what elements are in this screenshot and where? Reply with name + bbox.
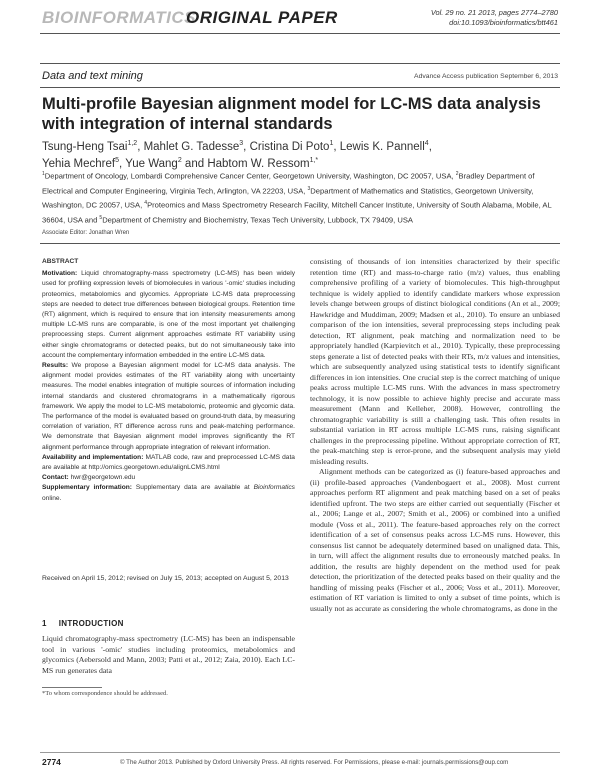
footer-rule xyxy=(40,752,560,753)
author-name: Habtom W. Ressom xyxy=(207,157,310,170)
contact-label: Contact: xyxy=(42,474,69,482)
results-text: We propose a Bayesian alignment model for LC-MS data analysis. The alignment model provides estimates of the RT variability along with uncertainty measures. The model enables integration of multiple sources of information including internal standards and clustered chromatograms in a mathematically rigorous framework. We apply the model to LC-MS metabolomic, proteomic and glycomic data. The performance of the model is evaluated based on ground-truth data, by measuring correlation of variation, RT difference across runs and peak-matching performance. We demonstrate that Bayesian alignment model improves significantly the RT alignment performance through appropriate integration of relevant information. xyxy=(42,362,295,451)
intro-text: Liquid chromatography-mass spectrometry (LC-MS) has been an indispensable tool in various '-omic' studies including proteomics, metabolomics and glycomics (Aebersold and Mann, 2003; Patti et al., 2012; Zaia, 2010). Each LC-MS run generates data xyxy=(42,634,295,675)
author-affiliation-sup: 1,* xyxy=(309,156,319,164)
author-affiliation-sup: 4 xyxy=(424,140,429,147)
author-name: Tsung-Heng Tsai xyxy=(42,140,128,153)
volume-line: Vol. 29 no. 21 2013, pages 2774–2780 xyxy=(430,8,558,17)
supplementary-text: Supplementary data are available at xyxy=(135,484,254,492)
body-paragraph-1: consisting of thousands of ion intensities characterized by their specific retention time (RT) and mass-to-charge ratio (m/z) values, thus enabling comprehensive profiling of a variety of biomolecules. This high-throughput technique is widely applied to identify candidate markers whose expression levels change between groups of distinct biological conditions (An et al., 2009; Hawkridge and Muddiman, 2009; Madsen et al., 2010). To ensure an unbiased comparison of the ion intensities, several preprocessing steps including peak detection, RT alignment, peak matching and normalization need to be appropriately handled (Karpievitch et al., 2010). Typically, these preprocessing steps generate a list of detected peaks with their RTs, m/z values and intensities, which are subsequently analyzed using statistical tests to identify significant differences in ion intensities. One crucial step is the correct matching of unique peaks across multiple LC-MS runs. With the advances in mass spectrometry technology, it is now possible to achieve highly precise and accurate mass measurement (Mann and Kelleher, 2008). However, controlling the chromatographic variability is still a challenging task. This often results in substantial variation in RT across multiple LC-MS runs, raising significant challenges in the preprocessing pipeline. Without appropriate correction of RT, the peak-matching step is error-prone, and the subsequent analysis may yield misleading results. xyxy=(310,257,560,466)
affiliations xyxy=(42,168,562,226)
author-separator: , xyxy=(243,140,250,153)
supplementary-label: Supplementary information: xyxy=(42,484,132,492)
affiliation-number: 1 xyxy=(42,171,45,177)
supplementary-journal: Bioinformatics xyxy=(253,484,295,492)
author-name: Yue Wang xyxy=(125,157,178,170)
author-separator: , xyxy=(333,140,340,153)
affiliation-text: Bradley Department of Electrical and Computer Engineering, Virginia Tech, Arlington, VA 22203, USA, xyxy=(42,171,535,196)
affiliation-number: 3 xyxy=(307,185,311,192)
journal-name: BIOINFORMATICS xyxy=(42,8,197,27)
paper-type: ORIGINAL PAPER xyxy=(186,8,338,27)
author-name: Cristina Di Poto xyxy=(249,140,330,153)
body-paragraph-2: Alignment methods can be categorized as (i) feature-based approaches and (ii) profile-based approaches (Vandenbogaert et al., 2008). Most current approaches perform RT alignment and peak matching based on a set of peaks identified upfront. The two steps are either carried out sequentially (Fischer et al., 2006; Lange et al., 2007; Smith et al., 2006) or combined into a unified module (Voss et al., 2011). The feature-based approaches rely on the correct identification of a set of consensus peaks across LC-MS runs. However, this consensus list cannot be adequately determined based on unaligned data. This, in turn, will affect the alignment results due to erroneously matched peaks. In addition, the results are highly dependent on the method used for peak detection, the prioritization of the detected peaks based on their quality and the handling of missing peaks (Fischer et al., 2006; Voss et al., 2011). Moreover, estimation of RT variation is limited to only a subset of time points, which is usually not as accurate as considering the whole chromatograms, as done in the xyxy=(310,467,560,613)
advance-access: Advance Access publication September 6, 2013 xyxy=(414,73,558,80)
paper-title: Multi-profile Bayesian alignment model for LC-MS data analysis with integration of internal standards xyxy=(42,95,541,133)
motivation-label: Motivation: xyxy=(42,270,78,278)
intro-number: 1 xyxy=(42,619,47,628)
abstract-rule xyxy=(40,243,560,244)
abstract-heading: ABSTRACT xyxy=(42,258,79,265)
author-affiliation-sup: 1,2 xyxy=(127,140,138,147)
affiliation-number: 4 xyxy=(144,200,148,207)
supplementary-post: online. xyxy=(42,494,62,502)
header-rule xyxy=(40,33,560,34)
affiliation-text: Department of Mathematics and Statistics, Georgetown University, Washington, DC 20057, USA, xyxy=(42,186,534,210)
motivation-text: Liquid chromatography-mass spectrometry (LC-MS) has been widely used for profiling expression levels of biomolecules in various '-omic' studies including proteomics, metabolomics and glycomics. Appropriate LC-MS data preprocessing steps are needed to detect true differences between biological groups. Retention time (RT) alignment, which is required to ensure that ion intensity measurements among multiple LC-MS runs are comparable, is one of the most important yet challenging preprocessing steps. Current alignment approaches estimate RT variability using either single chromatograms or detected peaks, but do not simultaneously take into account the complementary information embedded in the entire LC-MS data. xyxy=(42,270,295,359)
footnote-rule xyxy=(42,687,102,688)
body-right-column xyxy=(310,257,560,614)
received-dates: Received on April 15, 2012; revised on July 15, 2013; accepted on August 5, 2013 xyxy=(42,575,289,582)
abstract-motivation xyxy=(42,269,295,361)
affiliation-text: Proteomics and Mass Spectrometry Research Facility, Mitchell Cancer Institute, University of South Alabama, Mobile, AL 36604, USA and xyxy=(42,200,552,225)
abstract-supplementary xyxy=(42,483,295,503)
affiliation-number: 5 xyxy=(99,214,103,221)
associate-editor: Associate Editor: Jonathan Wren xyxy=(42,230,130,236)
author-name: Lewis K. Pannell xyxy=(339,140,425,153)
author-affiliation-sup: 5 xyxy=(115,156,119,164)
availability-text[interactable]: MATLAB code, raw and preprocessed LC-MS data are available at http://omics.georgetown.edu/alignLCMS.html xyxy=(42,453,295,472)
affiliation-number: 2 xyxy=(455,171,459,177)
abstract-contact xyxy=(42,473,295,483)
copyright: © The Author 2013. Published by Oxford University Press. All rights reserved. For Permissions, please e-mail: journals.permissions@oup.com xyxy=(120,759,509,766)
author-name: Mahlet G. Tadesse xyxy=(143,140,240,153)
citation-block xyxy=(431,8,558,28)
section-label: Data and text mining xyxy=(42,70,143,82)
abstract xyxy=(42,257,295,504)
abstract-results xyxy=(42,361,295,453)
abstract-availability xyxy=(42,453,295,473)
results-label: Results: xyxy=(42,362,69,370)
author-separator: and xyxy=(181,157,208,170)
footnote: *To whom correspondence should be addressed. xyxy=(42,690,168,697)
author-separator: , xyxy=(137,140,144,153)
intro-title: INTRODUCTION xyxy=(58,619,124,628)
affiliation-text: Department of Chemistry and Biochemistry, Texas Tech University, Lubbock, TX 79409, USA xyxy=(102,215,413,225)
section-rule-top xyxy=(40,63,560,64)
author-affiliation-sup: 3 xyxy=(239,140,244,147)
page-number: 2774 xyxy=(42,757,61,767)
doi[interactable]: doi:10.1093/bioinformatics/btt461 xyxy=(449,18,558,27)
author-affiliation-sup: 2 xyxy=(177,156,182,164)
author-separator: , xyxy=(119,157,126,170)
author-list xyxy=(42,137,562,171)
author-name: Yehia Mechref xyxy=(42,157,116,170)
contact-email[interactable]: hwr@georgetown.edu xyxy=(70,474,136,482)
availability-label: Availability and implementation: xyxy=(42,453,144,461)
intro-heading xyxy=(42,619,124,628)
author-separator: , xyxy=(428,140,432,153)
section-rule-bottom xyxy=(40,87,560,88)
affiliation-text: Department of Oncology, Lombardi Comprehensive Cancer Center, Georgetown University, Washington, DC 20057, USA, xyxy=(44,171,456,181)
author-affiliation-sup: 1 xyxy=(329,140,334,147)
